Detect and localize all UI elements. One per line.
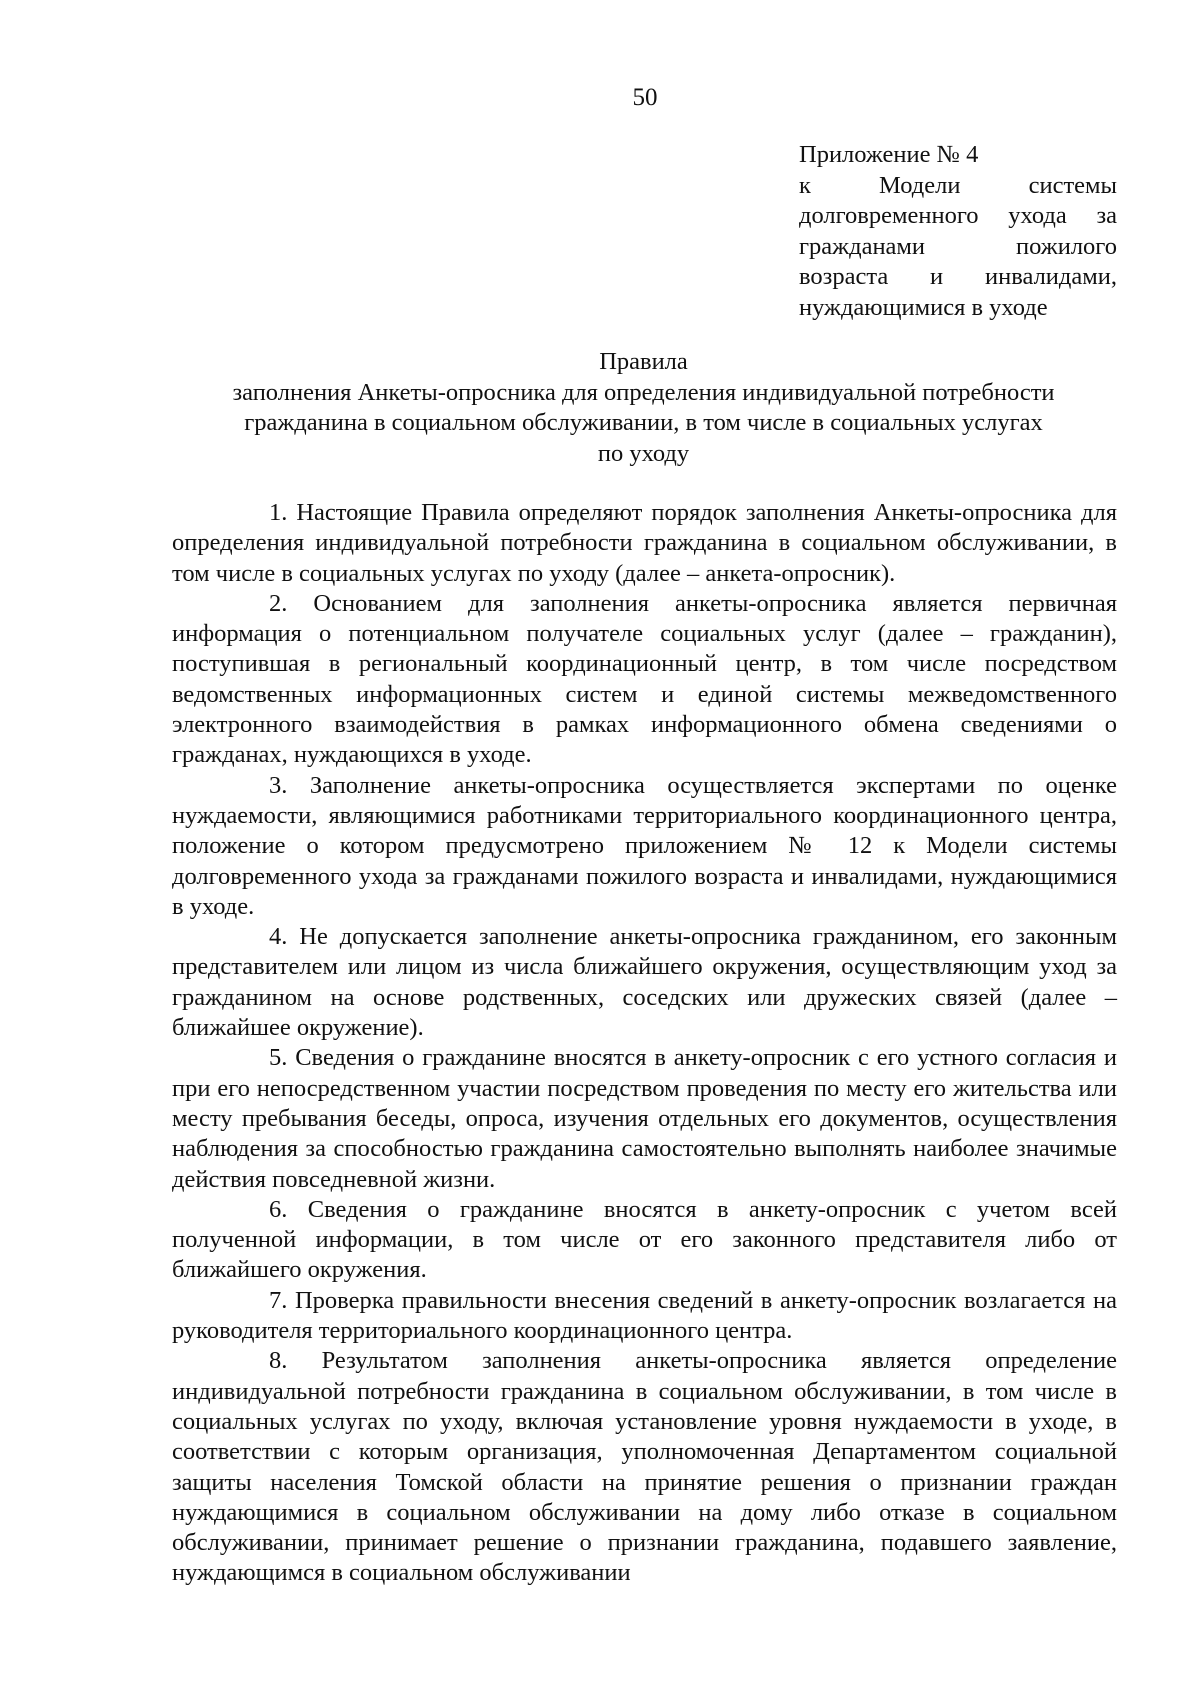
heading-subtitle-line-2: гражданина в социальном обслуживании, в том числе в социальных услугах — [244, 409, 1043, 436]
paragraph-6: 6. Сведения о гражданине вносятся в анкету-опросник с учетом всей полученной информации, в том числе от его законного представителя либо от ближайшего окружения. — [172, 1195, 1117, 1284]
paragraph-8: 8. Результатом заполнения анкеты-опросника является определение индивидуальной потребности гражданина в социальном обслуживании, в том числе в социальных услугах по уходу, включая установление уровня нуждаемости в уходе, в соответствии с которым организация, уполномоченная Департаментом социальной защиты населения Томской области на принятие решения о признании граждан нуждающимися в социальном обслуживании на дому либо отказе в социальном обслуживании, принимает решение о признании гражданина, подавшего заявление, нуждающимся в социальном обслуживании — [172, 1347, 1117, 1587]
paragraph-5: 5. Сведения о гражданине вносятся в анкету-опросник с его устного согласия и при его непосредственном участии посредством проведения по месту его жительства или месту пребывания беседы, опроса, изучения отдельных его документов, осуществления наблюдения за способностью гражданина самостоятельно выполнять наиболее значимые действия повседневной жизни. — [172, 1044, 1117, 1193]
paragraph-2: 2. Основанием для заполнения анкеты-опросника является первичная информация о потенциальном получателе социальных услуг (далее – гражданин), поступившая в региональный координационный центр, в том числе посредством ведомственных информационных систем и единой системы межведомственного электронного взаимодействия в рамках информационного обмена сведениями о гражданах, нуждающихся в уходе. — [172, 589, 1117, 769]
document-body — [172, 498, 1117, 1589]
appendix-text: к Модели системы долговременного ухода за гражданами пожилого возраста и инвалидами, нуждающимися в уходе — [799, 171, 1117, 321]
paragraph-3: 3. Заполнение анкеты-опросника осуществляется экспертами по оценке нуждаемости, являющимися работниками территориального координационного центра, положение о котором предусмотрено приложением № 12 к Модели системы долговременного ухода за гражданами пожилого возраста и инвалидами, нуждающимися в уходе. — [172, 771, 1117, 920]
page-number: 50 — [632, 84, 658, 111]
appendix-title: Приложение № 4 — [799, 141, 979, 168]
paragraph-1: 1. Настоящие Правила определяют порядок заполнения Анкеты-опросника для определения индивидуальной потребности гражданина в социальном обслуживании, в том числе в социальных услугах по уходу (далее – анкета-опросник). — [172, 499, 1117, 587]
document-heading — [170, 347, 1117, 469]
heading-title: Правила — [599, 348, 688, 375]
paragraph-4: 4. Не допускается заполнение анкеты-опросника гражданином, его законным представителем или лицом из числа ближайшего окружения, осуществляющим уход за гражданином на основе родственных, соседских или дружеских связей (далее – ближайшее окружение). — [172, 923, 1117, 1042]
heading-subtitle-line-1: заполнения Анкеты-опросника для определения индивидуальной потребности — [232, 378, 1055, 406]
appendix-block — [799, 140, 1117, 323]
heading-subtitle-line-3: по уходу — [597, 439, 690, 467]
paragraph-7: 7. Проверка правильности внесения сведений в анкету-опросник возлагается на руководителя территориального координационного центра. — [172, 1286, 1117, 1345]
